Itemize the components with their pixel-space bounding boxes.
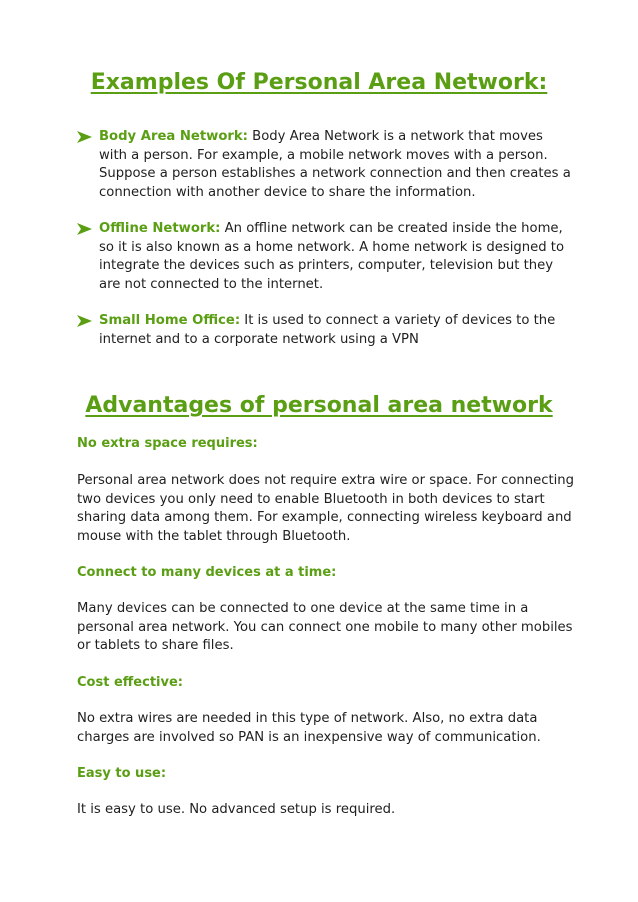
- advantage-body-cost-effective: No extra wires are needed in this type of network. Also, no extra data charges are involved so PAN is an inexpensive way of communication.: [77, 711, 541, 745]
- example-item-lead: Offline Network:: [99, 221, 221, 236]
- advantages-heading: Advantages of personal area network: [85, 393, 553, 418]
- example-item-text: Body Area Network is a network that moves with a person. For example, a mobile network moves with a person. Suppose a person establishes a network connection and then creates a connection with another device to share the information.: [99, 129, 571, 200]
- examples-heading: Examples Of Personal Area Network:: [90, 70, 548, 95]
- advantage-title-easy-to-use: Easy to use:: [77, 766, 167, 781]
- example-item-offline-network: [77, 220, 575, 294]
- example-item-text: An offline network can be created inside the home, so it is also known as a home network. A home network is designed to integrate the devices such as printers, computer, television but they are not connected to the internet.: [99, 221, 565, 292]
- example-item-small-home-office: [77, 312, 575, 349]
- arrowhead-bullet-icon: [77, 222, 92, 236]
- advantage-body-many-devices: Many devices can be connected to one device at the same time in a personal area network. You can connect one mobile to many other mobiles or tablets to share files.: [77, 601, 573, 653]
- example-item-body-area-network: [77, 128, 575, 202]
- advantage-title-cost-effective: Cost effective:: [77, 675, 183, 690]
- advantage-body-no-extra-space: Personal area network does not require extra wire or space. For connecting two devices you only need to enable Bluetooth in both devices to start sharing data among them. For example, connecting wireless keyboard and mouse with the tablet through Bluetooth.: [77, 473, 575, 544]
- advantage-title-many-devices: Connect to many devices at a time:: [77, 565, 337, 580]
- example-item-text: It is used to connect a variety of devices to the internet and to a corporate network using a VPN: [99, 313, 556, 347]
- arrowhead-bullet-icon: [77, 314, 92, 328]
- advantage-title-no-extra-space: No extra space requires:: [77, 436, 258, 451]
- arrowhead-bullet-icon: [77, 130, 92, 144]
- example-item-lead: Body Area Network:: [99, 129, 248, 144]
- example-item-lead: Small Home Office:: [99, 313, 241, 328]
- advantage-body-easy-to-use: It is easy to use. No advanced setup is required.: [77, 802, 396, 817]
